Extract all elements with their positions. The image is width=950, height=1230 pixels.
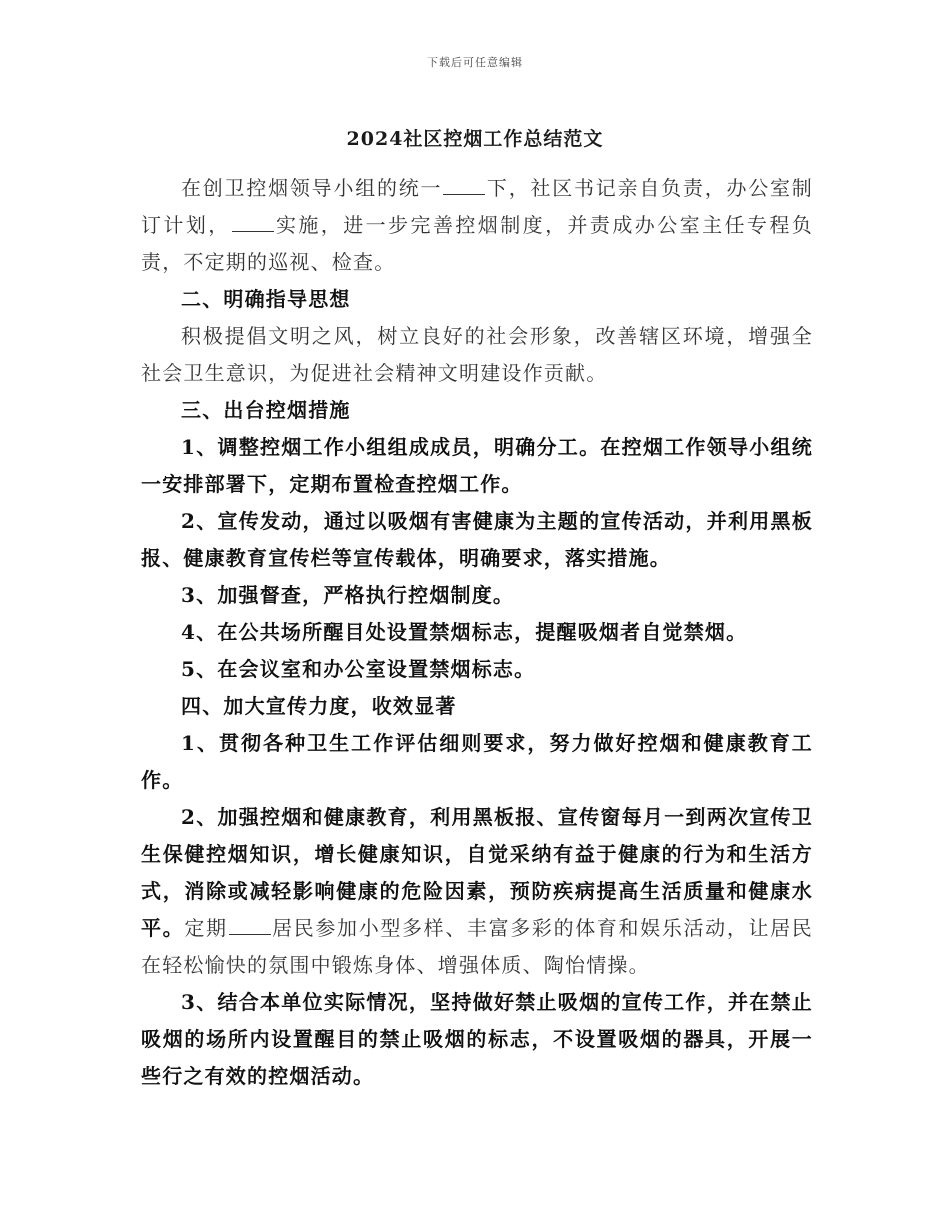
paragraph-guiding-thought: 积极提倡文明之风，树立良好的社会形象，改善辖区环境，增强全社会卫生意识，为促进社会精神文明建设作贡献。 xyxy=(141,324,813,385)
publicity-item-3: 3、结合本单位实际情况，坚持做好禁止吸烟的宣传工作，并在禁止吸烟的场所内设置醒目的禁止吸烟的标志，不设置吸烟的器具，开展一些行之有效的控烟活动。 xyxy=(141,990,813,1088)
publicity-item-1: 1、贯彻各种卫生工作评估细则要求，努力做好控烟和健康教育工作。 xyxy=(141,731,813,792)
measure-item-1: 1、调整控烟工作小组组成成员，明确分工。在控烟工作领导小组统一安排部署下，定期布置检查控烟工作。 xyxy=(141,435,813,496)
publicity-item-2 xyxy=(141,799,813,984)
measure-item-4: 4、在公共场所醒目处设置禁烟标志，提醒吸烟者自觉禁烟。 xyxy=(181,620,748,644)
intro-text-b: 下，社区书记亲自负责，办公室制订计划， xyxy=(141,176,814,237)
document-body xyxy=(141,170,813,1095)
intro-text-a: 在创卫控烟领导小组的统一 xyxy=(181,176,443,200)
header-note: 下载后可任意编辑 xyxy=(427,56,523,69)
blank-line xyxy=(232,230,274,232)
publicity-item-2-bold: 2、加强控烟和健康教育，利用黑板报、宣传窗每月一到两次宣传卫生保健控烟知识，增长健康知识，自觉采纳有益于健康的行为和生活方式，消除或减轻影响健康的危险因素，预防疾病提高生活质量和健康水平。 xyxy=(141,805,813,940)
intro-text-c: 实施，进一步完善控烟制度，并责成办公室主任专程负责，不定期的巡视、检查。 xyxy=(141,213,813,274)
section-heading-4: 四、加大宣传力度，收效显著 xyxy=(181,694,457,718)
blank-line xyxy=(443,193,485,195)
publicity-item-2-light-a: 定期 xyxy=(184,916,228,940)
publicity-item-2-light-b: 居民参加小型多样、丰富多彩的体育和娱乐活动，让居民在轻松愉快的氛围中锻炼身体、增强体质、陶怡情操。 xyxy=(141,916,813,977)
section-heading-3: 三、出台控烟措施 xyxy=(181,398,351,422)
section-heading-2: 二、明确指导思想 xyxy=(181,287,351,311)
document-title: 2024社区控烟工作总结范文 xyxy=(346,128,604,150)
measure-item-5: 5、在会议室和办公室设置禁烟标志。 xyxy=(181,657,536,681)
measure-item-2: 2、宣传发动，通过以吸烟有害健康为主题的宣传活动，并利用黑板报、健康教育宣传栏等宣传载体，明确要求，落实措施。 xyxy=(141,509,813,570)
paragraph-intro xyxy=(141,170,813,281)
measure-item-3: 3、加强督查，严格执行控烟制度。 xyxy=(181,583,515,607)
blank-line xyxy=(229,933,271,935)
